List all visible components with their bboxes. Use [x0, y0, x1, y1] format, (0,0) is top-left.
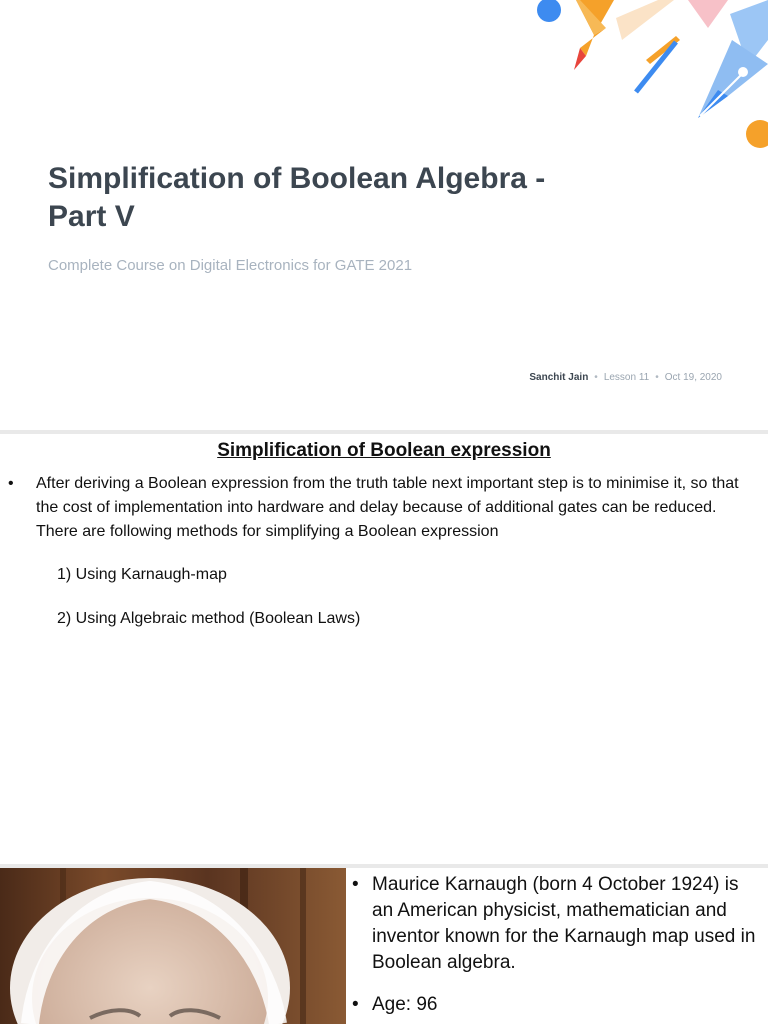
bullet-text: Maurice Karnaugh (born 4 October 1924) is an American physicist, mathematician and inventor known for the Karnaugh map used in Boolean algebra.: [372, 874, 756, 973]
lesson-meta: [529, 372, 722, 383]
title-slide: [0, 0, 768, 430]
separator-dot: •: [594, 372, 598, 383]
bullet-marker: •: [8, 475, 14, 492]
orange-dot-icon: [746, 120, 768, 148]
pink-triangle-icon: [688, 0, 728, 28]
bullet-marker: •: [352, 994, 359, 1015]
biography-slide: [0, 868, 768, 1024]
author-name: Sanchit Jain: [529, 372, 589, 383]
bullet-text: After deriving a Boolean expression from the truth table next important step is to minimise it, so that the cost of implementation into hardware and delay because of additional gates can be reduced. There are following methods for simplifying a Boolean expression: [36, 475, 739, 540]
bullet-item: [352, 992, 762, 1018]
pencil-pen-decoration: [528, 0, 768, 160]
method-item-algebraic: 2) Using Algebraic method (Boolean Laws): [57, 610, 361, 627]
lesson-date: Oct 19, 2020: [664, 372, 722, 383]
biography-bullets: [352, 872, 762, 1024]
bullet-text: Age: 96: [372, 994, 438, 1015]
bullet-item: [8, 472, 760, 544]
content-slide: [0, 434, 768, 864]
stick-icon: [636, 42, 676, 92]
bullet-item: [352, 872, 762, 976]
light-ribbon-icon: [616, 0, 674, 40]
lesson-number: Lesson 11: [603, 372, 650, 383]
slide-heading: Simplification of Boolean expression: [217, 440, 551, 461]
portrait-photo: [0, 868, 346, 1024]
bullet-marker: •: [352, 874, 359, 895]
page-title: Simplification of Boolean Algebra - Part V: [48, 162, 546, 233]
method-item-karnaugh: 1) Using Karnaugh-map: [57, 566, 227, 583]
blue-dot-icon: [537, 0, 561, 22]
course-subtitle: Complete Course on Digital Electronics for GATE 2021: [48, 257, 413, 274]
separator-dot: •: [655, 372, 659, 383]
